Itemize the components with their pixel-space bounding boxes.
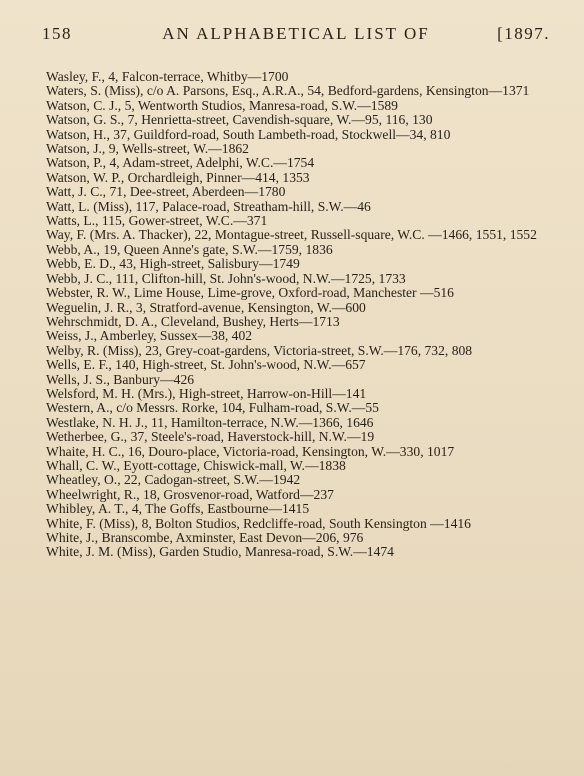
list-item: Way, F. (Mrs. A. Thacker), 22, Montague-street, Russell-square, W.C. —1466, 1551, 1552	[46, 227, 537, 243]
list-item: Weiss, J., Amberley, Sussex—38, 402	[46, 328, 253, 344]
list-item: Watson, C. J., 5, Wentworth Studios, Manresa-road, S.W.—1589	[46, 97, 398, 113]
list-item: Watson, J., 9, Wells-street, W.—1862	[46, 141, 249, 157]
list-item: Watt, L. (Miss), 117, Palace-road, Streatham-hill, S.W.—46	[46, 198, 371, 214]
list-item: Webb, J. C., 111, Clifton-hill, St. John's-wood, N.W.—1725, 1733	[46, 270, 406, 286]
list-item: Western, A., c/o Messrs. Rorke, 104, Fulham-road, S.W.—55	[46, 400, 379, 416]
list-item: Waters, S. (Miss), c/o A. Parsons, Esq., A.R.A., 54, Bedford-gardens, Kensington—1371	[46, 83, 530, 99]
list-item: Watt, J. C., 71, Dee-street, Aberdeen—1780	[46, 184, 286, 200]
year-marker: [1897.	[497, 24, 550, 43]
list-item: Wheelwright, R., 18, Grosvenor-road, Watford—237	[46, 486, 334, 502]
list-item: Whaite, H. C., 16, Douro-place, Victoria-road, Kensington, W.—330, 1017	[46, 443, 455, 459]
list-item: Welsford, M. H. (Mrs.), High-street, Harrow-on-Hill—141	[46, 385, 367, 401]
list-item: Watts, L., 115, Gower-street, W.C.—371	[46, 213, 268, 229]
list-item: Watson, H., 37, Guildford-road, South Lambeth-road, Stockwell—34, 810	[46, 126, 451, 142]
list-item: Wehrschmidt, D. A., Cleveland, Bushey, Herts—1713	[46, 313, 340, 329]
list-item: Wetherbee, G., 37, Steele's-road, Haverstock-hill, N.W.—19	[46, 429, 375, 445]
list-item: Webb, A., 19, Queen Anne's gate, S.W.—1759, 1836	[46, 241, 333, 257]
list-item: Watson, P., 4, Adam-street, Adelphi, W.C.—1754	[46, 155, 315, 171]
list-item: Welby, R. (Miss), 23, Grey-coat-gardens, Victoria-street, S.W.—176, 732, 808	[46, 342, 473, 358]
page-header	[42, 24, 550, 48]
list-item: Wasley, F., 4, Falcon-terrace, Whitby—1700	[46, 69, 289, 84]
list-item: White, J. M. (Miss), Garden Studio, Manresa-road, S.W.—1474	[46, 544, 394, 560]
list-item: Whall, C. W., Eyott-cottage, Chiswick-mall, W.—1838	[46, 457, 346, 473]
list-item: Wheatley, O., 22, Cadogan-street, S.W.—1942	[46, 472, 301, 488]
running-title: AN ALPHABETICAL LIST OF	[162, 24, 430, 43]
list-item: Whibley, A. T., 4, The Goffs, Eastbourne—1415	[46, 501, 310, 517]
list-item: White, F. (Miss), 8, Bolton Studios, Redcliffe-road, South Kensington —1416	[46, 515, 471, 531]
list-item: Wells, J. S., Banbury—426	[46, 371, 195, 387]
list-item: White, J., Branscombe, Axminster, East Devon—206, 976	[46, 530, 364, 545]
entry-list	[46, 70, 554, 560]
list-item: Westlake, N. H. J., 11, Hamilton-terrace, N.W.—1366, 1646	[46, 414, 374, 430]
list-item: Watson, G. S., 7, Henrietta-street, Cavendish-square, W.—95, 116, 130	[46, 112, 433, 128]
page-number: 158	[42, 24, 72, 43]
list-item: Webb, E. D., 43, High-street, Salisbury—1749	[46, 256, 300, 272]
list-item: Wells, E. F., 140, High-street, St. John's-wood, N.W.—657	[46, 357, 366, 373]
list-item: Weguelin, J. R., 3, Stratford-avenue, Kensington, W.—600	[46, 299, 366, 315]
list-item: Watson, W. P., Orchardleigh, Pinner—414, 1353	[46, 169, 310, 185]
list-item: Webster, R. W., Lime House, Lime-grove, Oxford-road, Manchester —516	[46, 285, 454, 301]
